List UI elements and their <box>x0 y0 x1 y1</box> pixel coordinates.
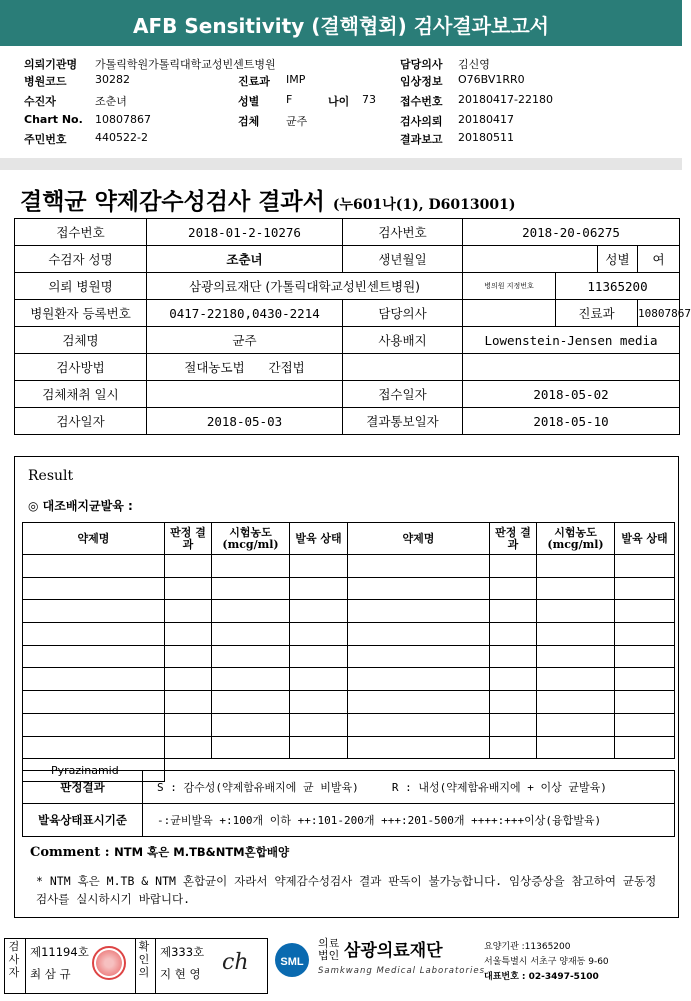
label-judge: 판정결과 <box>23 771 143 804</box>
result-cell <box>348 623 490 646</box>
judge-legend <box>143 771 675 804</box>
comment-label: Comment : <box>30 845 110 860</box>
seal-stamp <box>92 946 126 980</box>
result-cell <box>290 736 348 759</box>
result-cell <box>615 645 675 668</box>
result-cell <box>348 600 490 623</box>
report-code: (누601나(1), D6013001) <box>332 197 516 213</box>
hospital: 삼광의료재단 (가톨릭대학교성빈센트병원) <box>147 273 463 300</box>
header-value: 균주 <box>286 115 308 128</box>
result-cell <box>165 668 212 691</box>
header-growth: 발육 상태 <box>290 523 348 555</box>
result-cell <box>615 736 675 759</box>
result-cell <box>23 668 165 691</box>
logo-text: SML <box>280 956 304 968</box>
header-label: 담당의사 <box>400 58 443 71</box>
address: 서울특별시 서초구 양재동 9-60 <box>484 957 609 967</box>
label-test-no: 검사번호 <box>343 219 463 246</box>
header-label: 의뢰기관명 <box>24 58 78 71</box>
header-label: 주민번호 <box>24 133 67 146</box>
result-cell <box>290 668 348 691</box>
reg-no: 0417-22180,0430-2214 <box>147 300 343 327</box>
result-cell <box>212 555 290 578</box>
label-test-date: 검사일자 <box>15 408 147 435</box>
comment-note: * NTM 혹은 M.TB & NTM 혼합균이 자라서 약제감수성검사 결과 판독이 불가능합니다. 임상증상을 참고하여 균동정검사를 실시하시기 바랍니다. <box>36 874 657 906</box>
header-growth-2: 발육 상태 <box>615 523 675 555</box>
header-drug: 약제명 <box>23 523 165 555</box>
judge-r: R : 내성(약제함유배지에 + 이상 균발육) <box>391 781 607 794</box>
result-cell <box>537 736 615 759</box>
result-cell <box>490 713 537 736</box>
result-cell <box>165 600 212 623</box>
result-cell <box>537 600 615 623</box>
result-cell <box>212 691 290 714</box>
result-cell <box>165 645 212 668</box>
header-label: 나이 <box>328 95 350 108</box>
result-cell <box>348 577 490 600</box>
result-cell <box>23 555 165 578</box>
label-patient: 수검자 성명 <box>15 246 147 273</box>
label-hosp-code: 병의원 지정번호 <box>463 273 556 300</box>
header-value: 가톨릭학원가톨릭대학교성빈센트병원 <box>95 58 276 71</box>
corp-type: 의료 법인 <box>318 937 340 962</box>
control-growth: ◎ 대조배지균발육 : <box>28 499 133 513</box>
result-cell <box>615 577 675 600</box>
label-growth: 발육상태표시기준 <box>23 804 143 837</box>
result-cell <box>23 713 165 736</box>
result-cell <box>165 691 212 714</box>
result-cell <box>490 623 537 646</box>
result-cell <box>490 555 537 578</box>
org-name: 삼광의료재단 <box>344 941 443 961</box>
table-row <box>23 555 675 578</box>
header-label: 병원코드 <box>24 75 67 88</box>
table-row <box>23 577 675 600</box>
result-title: Result <box>28 468 74 484</box>
specimen: 균주 <box>147 327 343 354</box>
result-cell <box>23 691 165 714</box>
result-cell <box>615 668 675 691</box>
result-cell <box>537 691 615 714</box>
result-cell <box>615 691 675 714</box>
header-value: O76BV1RR0 <box>458 73 525 86</box>
label-reg-no: 병원환자 등록번호 <box>15 300 147 327</box>
header-value: 김신영 <box>458 58 490 71</box>
result-cell <box>537 623 615 646</box>
result-cell <box>290 600 348 623</box>
label-received: 접수일자 <box>343 381 463 408</box>
reception-no: 2018-01-2-10276 <box>147 219 343 246</box>
result-cell <box>615 713 675 736</box>
org-address <box>484 940 609 985</box>
result-cell <box>348 645 490 668</box>
report-title <box>20 183 515 216</box>
label-hospital: 의뢰 병원명 <box>15 273 147 300</box>
table-row <box>23 713 675 736</box>
header-value: 30282 <box>95 73 130 86</box>
result-cell <box>615 623 675 646</box>
result-cell <box>537 645 615 668</box>
result-cell <box>23 623 165 646</box>
test-no: 2018-20-06275 <box>463 219 680 246</box>
phone: 대표번호 : 02-3497-5100 <box>484 972 599 982</box>
label-sex: 성별 <box>598 246 638 273</box>
result-cell <box>490 691 537 714</box>
report-title-text: 결핵균 약제감수성검사 결과서 <box>20 188 325 215</box>
report-banner: AFB Sensitivity (결핵협회) 검사결과보고서 <box>0 0 682 46</box>
result-cell <box>490 577 537 600</box>
header-label: 진료과 <box>238 75 270 88</box>
method-absolute: 절대농도법 <box>184 360 245 375</box>
result-cell <box>212 736 290 759</box>
method-indirect: 간접법 <box>268 360 305 375</box>
result-cell <box>537 713 615 736</box>
sml-logo-icon <box>272 938 312 978</box>
header-value: F <box>286 93 293 106</box>
confirm-label: 확인의 <box>138 940 150 979</box>
result-cell <box>615 600 675 623</box>
result-cell <box>290 577 348 600</box>
label-doctor: 담당의사 <box>343 300 463 327</box>
result-cell <box>290 691 348 714</box>
header-value: IMP <box>286 73 306 86</box>
growth-legend: -:균비발육 +:100개 이하 ++:101-200개 +++:201-500개 ++++:+++이상(융합발육) <box>143 804 675 837</box>
comment-text: NTM 혹은 M.TB&NTM혼합배양 <box>114 845 290 859</box>
judge-s: S : 감수성(약제함유배지에 균 비발육) <box>157 781 359 794</box>
header-value: 20180417 <box>458 113 514 126</box>
label-method: 검사방법 <box>15 354 147 381</box>
dept: 10807867 <box>638 300 680 327</box>
result-cell <box>212 713 290 736</box>
result-cell <box>490 668 537 691</box>
result-cell <box>23 736 165 759</box>
header-label: 검사의뢰 <box>400 115 443 128</box>
label-reception-no: 접수번호 <box>15 219 147 246</box>
header-value: 440522-2 <box>95 131 148 144</box>
label-collect: 검체채취 일시 <box>15 381 147 408</box>
result-cell <box>490 645 537 668</box>
result-cell <box>537 577 615 600</box>
table-row <box>23 736 675 759</box>
collect-date <box>147 381 343 408</box>
result-cell <box>290 555 348 578</box>
dob <box>463 246 598 273</box>
result-cell <box>165 623 212 646</box>
drug-name: Pyrazinamid <box>23 759 165 782</box>
tester-name: 최 삼 규 <box>30 967 71 981</box>
result-cell <box>348 668 490 691</box>
header-label: 임상정보 <box>400 75 443 88</box>
result-cell <box>165 577 212 600</box>
header-conc-2: 시험농도 (mcg/ml) <box>537 523 615 555</box>
label-dept: 진료과 <box>556 300 638 327</box>
label-specimen: 검체명 <box>15 327 147 354</box>
label-medium: 사용배지 <box>343 327 463 354</box>
confirm-name: 지 현 영 <box>160 967 201 981</box>
result-table <box>22 522 675 782</box>
medium: Lowenstein-Jensen media <box>463 327 680 354</box>
header-judge-2: 판정 결과 <box>490 523 537 555</box>
label-dob: 생년월일 <box>343 246 463 273</box>
table-row <box>23 600 675 623</box>
table-row <box>23 668 675 691</box>
header-value: 10807867 <box>95 113 151 126</box>
header-label: 접수번호 <box>400 95 443 108</box>
header-label: 결과보고 <box>400 133 443 146</box>
result-cell <box>165 736 212 759</box>
result-cell <box>23 600 165 623</box>
result-cell <box>212 623 290 646</box>
info-table <box>14 218 691 435</box>
comment <box>30 844 289 860</box>
result-cell <box>348 555 490 578</box>
table-row <box>23 691 675 714</box>
table-row <box>23 623 675 646</box>
result-cell <box>537 555 615 578</box>
result-cell <box>615 555 675 578</box>
result-cell <box>212 577 290 600</box>
org-name-en: Samkwang Medical Laboratories <box>318 966 486 976</box>
header-value: 조춘녀 <box>95 95 127 108</box>
legend-table <box>22 770 675 837</box>
method <box>147 354 343 381</box>
header-judge: 판정 결과 <box>165 523 212 555</box>
received-date: 2018-05-02 <box>463 381 680 408</box>
sex: 여 <box>638 246 680 273</box>
result-cell <box>212 600 290 623</box>
doctor <box>463 300 556 327</box>
divider <box>0 158 682 170</box>
header-conc: 시험농도 (mcg/ml) <box>212 523 290 555</box>
result-cell <box>23 577 165 600</box>
header-value: 20180511 <box>458 131 514 144</box>
tester-label: 검사자 <box>8 940 20 979</box>
header-info <box>0 46 682 156</box>
patient-name: 조춘녀 <box>147 246 343 273</box>
header-value: 20180417-22180 <box>458 93 553 106</box>
label-notify: 결과통보일자 <box>343 408 463 435</box>
result-cell <box>290 713 348 736</box>
header-value: 73 <box>362 93 376 106</box>
result-cell <box>348 713 490 736</box>
result-cell <box>290 623 348 646</box>
header-label: 성별 <box>238 95 260 108</box>
tester-no: 제11194호 <box>30 945 89 959</box>
header-label: Chart No. <box>24 113 83 126</box>
table-row <box>23 645 675 668</box>
result-cell <box>23 645 165 668</box>
result-cell <box>165 555 212 578</box>
header-label: 검체 <box>238 115 260 128</box>
result-cell <box>165 713 212 736</box>
header-label: 수진자 <box>24 95 56 108</box>
result-cell <box>212 668 290 691</box>
result-cell <box>537 668 615 691</box>
result-cell <box>490 600 537 623</box>
result-cell <box>348 736 490 759</box>
result-cell <box>290 645 348 668</box>
result-cell <box>348 691 490 714</box>
confirm-no: 제333호 <box>160 945 205 959</box>
handwritten-signature: ch <box>222 950 249 975</box>
test-date: 2018-05-03 <box>147 408 343 435</box>
inst-code: 요양기관 :11365200 <box>484 942 571 952</box>
header-drug-2: 약제명 <box>348 523 490 555</box>
result-cell <box>212 645 290 668</box>
hosp-code: 11365200 <box>556 273 680 300</box>
notify-date: 2018-05-10 <box>463 408 680 435</box>
result-cell <box>490 736 537 759</box>
